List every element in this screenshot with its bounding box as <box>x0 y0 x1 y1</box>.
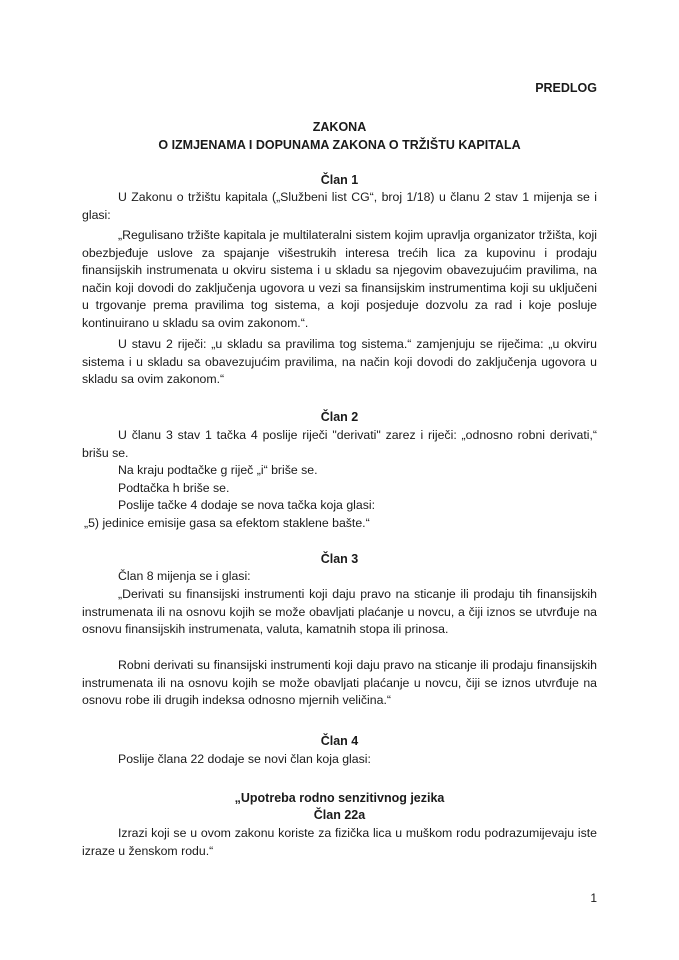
article-2-paragraph-1: U članu 3 stav 1 tačka 4 poslije riječi "derivati" zarez i riječi: „odnosno robni derivati,“ brišu se. <box>82 428 597 460</box>
law-title-line2: O IZMJENAMA I DOPUNAMA ZAKONA O TRŽIŠTU KAPITALA <box>158 138 521 152</box>
article-3-paragraph-1: Član 8 mijenja se i glasi: <box>118 569 251 583</box>
article-1-paragraph-1: U Zakonu o tržištu kapitala („Službeni list CG“, broj 1/18) u članu 2 stav 1 mijenja se i glasi: <box>82 190 597 222</box>
law-title-line1: ZAKONA <box>312 120 367 134</box>
page-number: 1 <box>590 891 597 905</box>
article-4-paragraph-1: Poslije člana 22 dodaje se novi član koja glasi: <box>118 752 371 766</box>
article-3-paragraph-3: Robni derivati su finansijski instrumenti koji daju pravo na sticanje ili prodaju finansijskih instrumenata ili na osnovu kojih se može obavljati plaćanje u novcu, čiji se iznos utvrđuje na osnovu robe ili drugih indeksa odnosno mjernih veličina.“ <box>82 658 597 708</box>
article-3-paragraph-2: „Derivati su finansijski instrumenti koji daju pravo na sticanje ili prodaju tih finansijskih instrumenata ili na osnovu kojih se može obavljati plaćanje u novcu, a čiji iznos se utvrđuje na osnovu finansijskih instrumenata, valuta, kamatnih stopa ili prinosa. <box>82 587 597 637</box>
article-22a-title: „Upotreba rodno senzitivnog jezika <box>234 791 445 805</box>
article-4-heading: Član 4 <box>320 734 359 748</box>
article-1-paragraph-3: U stavu 2 riječi: „u skladu sa pravilima tog sistema.“ zamjenjuju se riječima: „u okviru sistema i u skladu sa obavezujućim pravilima, na način koji dovodi do zaključenja ugovora u skladu sa ovim zakonom.“ <box>82 337 597 387</box>
article-3-heading: Član 3 <box>320 552 359 566</box>
article-2-paragraph-5: „5) jedinice emisije gasa sa efektom staklene bašte.“ <box>84 516 370 530</box>
article-2-heading: Član 2 <box>320 410 359 424</box>
article-2-paragraph-3: Podtačka h briše se. <box>118 481 230 495</box>
article-22a-heading: Član 22a <box>313 808 366 822</box>
article-1-paragraph-2: „Regulisano tržište kapitala je multilateralni sistem kojim upravlja organizator tržišta, koji obezbjeđuje uslove za spajanje višestrukih interesa trećih lica za kupovinu i prodaju finansijskih instrumenata u okviru sistema i u skladu sa njegovim obavezujućim pravilima, na način koji dovodi do zaključenja ugovora u vezi sa finansijskim instrumentima koji su uključeni u trgovanje prema pravilima tog sistema, a koji posjeduje dozvolu za rad i koje posluje kontinuirano u skladu sa ovim zakonom.“. <box>82 228 597 330</box>
article-1-heading: Član 1 <box>320 173 359 187</box>
article-2-paragraph-2: Na kraju podtačke g riječ „i“ briše se. <box>118 463 318 477</box>
predlog-label: PREDLOG <box>535 81 597 95</box>
article-2-paragraph-4: Poslije tačke 4 dodaje se nova tačka koja glasi: <box>118 498 376 512</box>
article-22a-paragraph: Izrazi koji se u ovom zakonu koriste za fizička lica u muškom rodu podrazumijevaju iste izraze u ženskom rodu.“ <box>82 826 597 858</box>
